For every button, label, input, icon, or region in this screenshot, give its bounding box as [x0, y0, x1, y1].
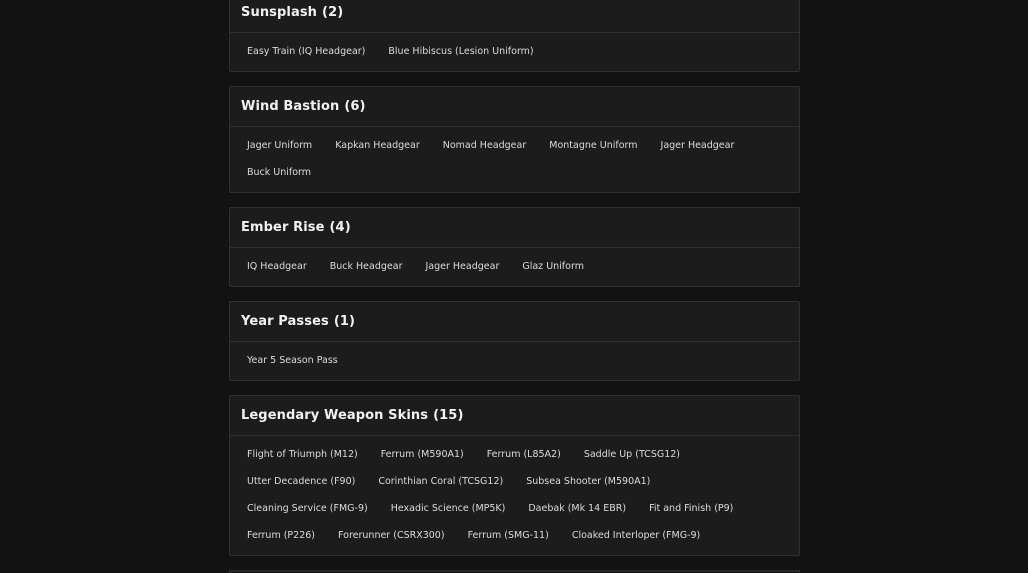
section-header [230, 87, 799, 127]
section-title: Ember Rise [241, 220, 325, 235]
section-title: Wind Bastion [241, 99, 340, 114]
item[interactable]: Daebak (Mk 14 EBR) [528, 503, 627, 514]
item[interactable]: Jager Uniform [247, 140, 313, 151]
item[interactable]: Year 5 Season Pass [247, 355, 338, 366]
item-list [230, 248, 799, 286]
item[interactable]: Ferrum (SMG-11) [467, 530, 549, 541]
section-legendary-weapon-skins [229, 395, 800, 556]
item[interactable]: Nomad Headgear [442, 140, 527, 151]
section-ember-rise [229, 207, 800, 287]
item[interactable]: Glaz Uniform [522, 261, 584, 272]
item[interactable]: Buck Headgear [329, 261, 403, 272]
item[interactable]: Jager Headgear [425, 261, 500, 272]
item[interactable]: Ferrum (P226) [247, 530, 316, 541]
item[interactable]: Subsea Shooter (M590A1) [526, 476, 651, 487]
item[interactable]: Corinthian Coral (TCSG12) [378, 476, 504, 487]
item[interactable]: IQ Headgear [247, 261, 307, 272]
section-count: (6) [344, 99, 366, 114]
item[interactable]: Easy Train (IQ Headgear) [247, 46, 366, 57]
item[interactable]: Hexadic Science (MP5K) [390, 503, 506, 514]
item[interactable]: Ferrum (L85A2) [486, 449, 561, 460]
item[interactable]: Flight of Triumph (M12) [247, 449, 358, 460]
item[interactable]: Fit and Finish (P9) [649, 503, 734, 514]
section-count: (2) [322, 5, 344, 20]
section-count: (4) [329, 220, 351, 235]
section-title: Sunsplash [241, 5, 318, 20]
item[interactable]: Forerunner (CSRX300) [338, 530, 445, 541]
item[interactable]: Ferrum (M590A1) [380, 449, 464, 460]
section-header [230, 0, 799, 33]
item[interactable]: Utter Decadence (F90) [247, 476, 356, 487]
section-sunsplash [229, 0, 800, 72]
item[interactable]: Jager Headgear [660, 140, 735, 151]
inventory-list [229, 0, 800, 573]
item-list [230, 342, 799, 380]
section-wind-bastion [229, 86, 800, 193]
item[interactable]: Saddle Up (TCSG12) [583, 449, 681, 460]
section-header [230, 208, 799, 248]
item[interactable]: Buck Uniform [247, 167, 312, 178]
section-header [230, 396, 799, 436]
section-title: Legendary Weapon Skins [241, 408, 429, 423]
item[interactable]: Kapkan Headgear [335, 140, 420, 151]
section-count: (15) [433, 408, 464, 423]
section-header [230, 302, 799, 342]
section-year-passes [229, 301, 800, 381]
item[interactable]: Cloaked Interloper (FMG-9) [571, 530, 701, 541]
item[interactable]: Montagne Uniform [549, 140, 638, 151]
item[interactable]: Blue Hibiscus (Lesion Uniform) [388, 46, 534, 57]
item-list [230, 127, 799, 192]
section-count: (1) [333, 314, 356, 329]
item-list [230, 436, 799, 555]
section-title: Year Passes [241, 314, 329, 329]
item[interactable]: Cleaning Service (FMG-9) [247, 503, 368, 514]
item-list [230, 33, 799, 71]
